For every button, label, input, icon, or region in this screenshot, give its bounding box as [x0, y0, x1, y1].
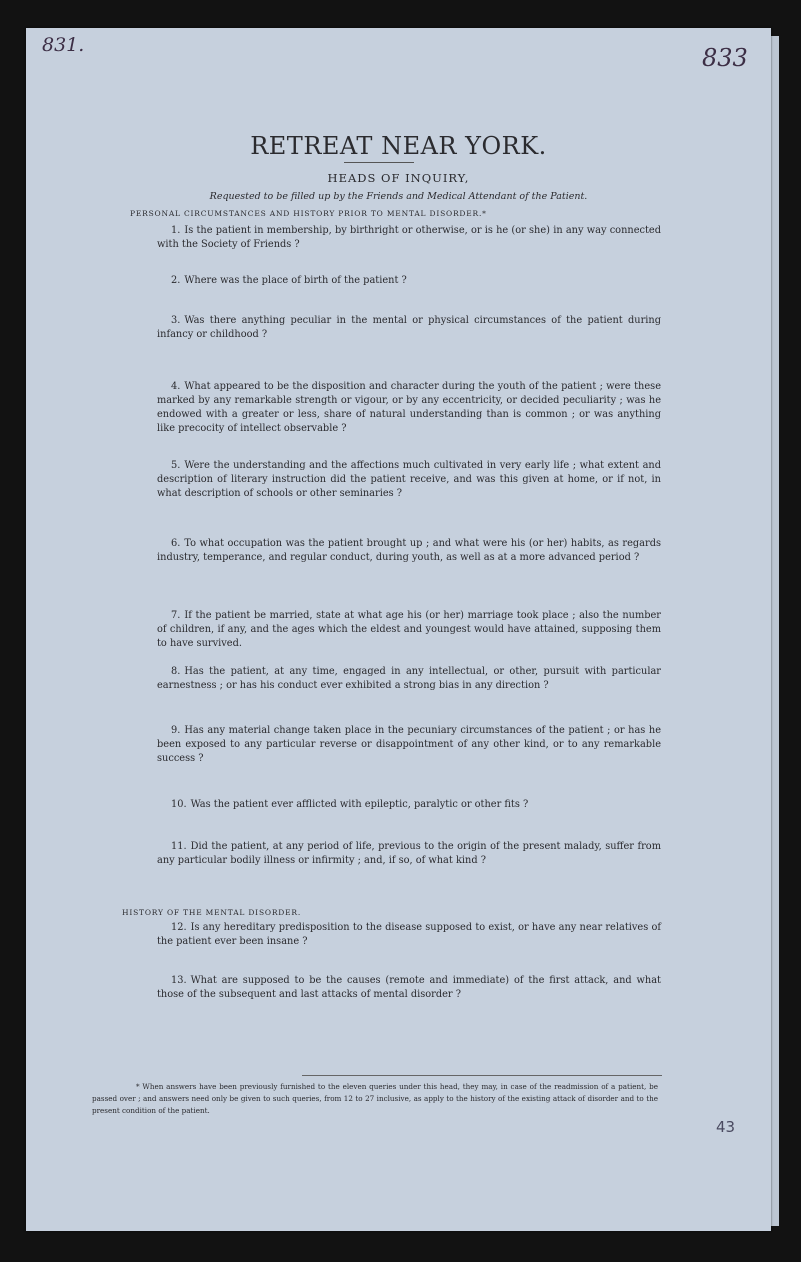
- question-text: Did the patient, at any period of life, previous to the origin of the present malady, suffer from any particular bodily illness or infirmity ; and, if so, of what kind ?: [157, 841, 661, 866]
- question-number: 11.: [171, 841, 187, 852]
- question-number: 3.: [171, 315, 181, 326]
- title-divider: [344, 162, 414, 163]
- question-9: [157, 724, 661, 766]
- question-text: Was there anything peculiar in the mental or physical circumstances of the patient during infancy or childhood ?: [157, 315, 661, 340]
- question-12: [157, 921, 661, 949]
- footnote-divider: [302, 1075, 662, 1076]
- document-page: [26, 28, 771, 1231]
- question-number: 12.: [171, 922, 187, 933]
- section-heading-history: HISTORY OF THE MENTAL DISORDER.: [122, 908, 302, 917]
- handwritten-page-number: 43: [716, 1118, 736, 1136]
- question-text: Has any material change taken place in the pecuniary circumstances of the patient ; or has he been exposed to any particular reverse or disappointment of any other kind, or to any remarkable success ?: [157, 725, 661, 764]
- question-text: Has the patient, at any time, engaged in any intellectual, or other, pursuit with particular earnestness ; or has his conduct ever exhibited a strong bias in any direction ?: [157, 666, 661, 691]
- question-11: [157, 840, 661, 868]
- handwritten-folio-left: 831.: [42, 34, 85, 56]
- question-number: 4.: [171, 381, 181, 392]
- question-text: What appeared to be the disposition and character during the youth of the patient ; were these marked by any remarkable strength or vigour, or by any eccentricity, or decided peculiarity ; was he endowed with a greater or less, share of natural understanding than is common ; or was anything like precocity of intellect observable ?: [157, 381, 661, 434]
- question-text: What are supposed to be the causes (remote and immediate) of the first attack, and what those of the subsequent and last attacks of mental disorder ?: [157, 975, 661, 1000]
- question-13: [157, 974, 661, 1002]
- section-heading-personal: PERSONAL CIRCUMSTANCES AND HISTORY PRIOR TO MENTAL DISORDER.*: [130, 209, 487, 218]
- question-text: Is any hereditary predisposition to the disease supposed to exist, or have any near relatives of the patient ever been insane ?: [157, 922, 661, 947]
- question-text: Were the understanding and the affections much cultivated in very early life ; what extent and description of literary instruction did the patient receive, and was this given at home, or if not, in what description of schools or other seminaries ?: [157, 460, 661, 499]
- question-7: [157, 609, 661, 651]
- question-text: To what occupation was the patient brought up ; and what were his (or her) habits, as regards industry, temperance, and regular conduct, during youth, as well as at a more advanced period ?: [157, 538, 661, 563]
- question-number: 1.: [171, 225, 181, 236]
- handwritten-folio-right: 833: [702, 44, 748, 72]
- page-subtitle: HEADS OF INQUIRY,: [327, 171, 470, 185]
- question-text: If the patient be married, state at what age his (or her) marriage took place ; also the number of children, if any, and the ages which the eldest and youngest would have attained, supposing them to have survived.: [157, 610, 661, 649]
- question-number: 9.: [171, 725, 181, 736]
- question-number: 8.: [171, 666, 181, 677]
- question-number: 2.: [171, 275, 181, 286]
- question-6: [157, 537, 661, 565]
- question-3: [157, 314, 661, 342]
- question-number: 6.: [171, 538, 181, 549]
- question-text: Where was the place of birth of the patient ?: [184, 275, 407, 286]
- question-text: Is the patient in membership, by birthright or otherwise, or is he (or she) in any way connected with the Society of Friends ?: [157, 225, 661, 250]
- question-number: 5.: [171, 460, 181, 471]
- question-4: [157, 380, 661, 436]
- question-number: 13.: [171, 975, 187, 986]
- request-note: Requested to be filled up by the Friends and Medical Attendant of the Patient.: [209, 191, 588, 202]
- question-10: [157, 798, 661, 812]
- question-5: [157, 459, 661, 501]
- question-8: [157, 665, 661, 693]
- question-number: 10.: [171, 799, 187, 810]
- question-2: [157, 274, 661, 288]
- footnote: * When answers have been previously furnished to the eleven queries under this head, they may, in case of the readmission of a patient, be passed over ; and answers need only be given to such queries, from 12 to 27 inclusive, as apply to the history of the existing attack of disorder and to the present condition of the patient.: [92, 1082, 658, 1115]
- page-title: RETREAT NEAR YORK.: [250, 132, 547, 160]
- question-number: 7.: [171, 610, 181, 621]
- question-text: Was the patient ever afflicted with epileptic, paralytic or other fits ?: [190, 799, 529, 810]
- question-1: [157, 224, 661, 252]
